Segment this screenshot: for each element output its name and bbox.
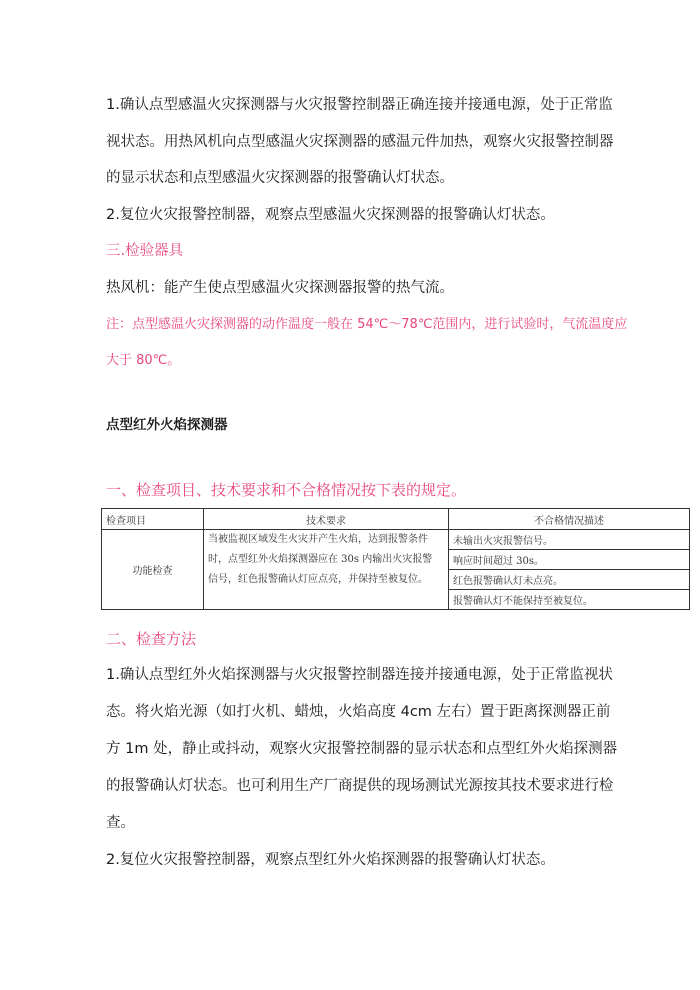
header-tech-requirement: 技术要求 — [204, 509, 449, 530]
note-line2: 大于 80℃。 — [106, 353, 181, 368]
failure-cell: 报警确认灯不能保持至被复位。 — [449, 590, 690, 610]
requirement-line: 信号，红色报警确认灯应点亮，并保持至被复位。 — [208, 574, 428, 585]
failure-cell: 未输出火灾报警信号。 — [449, 530, 690, 550]
method-line: 态。将火焰光源（如打火机、蜡烛，火焰高度 4cm 左右）置于距离探测器正前 — [106, 704, 611, 720]
failure-cell: 红色报警确认灯未点亮。 — [449, 570, 690, 590]
table-header-row — [102, 509, 690, 530]
heading-check-method: 二、检查方法 — [106, 630, 197, 648]
header-failure-description: 不合格情况描述 — [449, 509, 690, 530]
method-step2: 2.复位火灾报警控制器，观察点型感温火灾探测器的报警确认灯状态。 — [106, 207, 555, 223]
method-step1-line2: 视状态。用热风机向点型感温火灾探测器的感温元件加热，观察火灾报警控制器 — [106, 134, 614, 150]
requirement-line: 当被监视区域发生火灾并产生火焰，达到报警条件 — [208, 534, 428, 545]
spec-table — [101, 508, 690, 610]
check-item-cell: 功能检查 — [102, 530, 204, 610]
tool-description: 热风机：能产生使点型感温火灾探测器报警的热气流。 — [106, 280, 454, 296]
method-step1-line1: 1.确认点型感温火灾探测器与火灾报警控制器正确连接并接通电源，处于正常监 — [106, 97, 613, 113]
method-line: 方 1m 处，静止或抖动，观察火灾报警控制器的显示状态和点型红外火焰探测器 — [106, 741, 618, 757]
heading-check-items: 一、检查项目、技术要求和不合格情况按下表的规定。 — [106, 481, 467, 499]
header-check-item: 检查项目 — [102, 509, 204, 530]
note-line1: 注：点型感温火灾探测器的动作温度一般在 54℃～78℃范围内，进行试验时，气流温度应 — [106, 317, 628, 332]
section-title: 点型红外火焰探测器 — [106, 417, 228, 433]
method-line: 的报警确认灯状态。也可利用生产厂商提供的现场测试光源按其技术要求进行检 — [106, 778, 614, 794]
method-step1-line3: 的显示状态和点型感温火灾探测器的报警确认灯状态。 — [106, 170, 454, 186]
method-line: 查。 — [106, 815, 135, 831]
method-step2: 2.复位火灾报警控制器，观察点型红外火焰探测器的报警确认灯状态。 — [106, 852, 555, 868]
table-row — [102, 530, 690, 550]
heading-inspection-tools: 三.检验器具 — [106, 243, 184, 259]
method-line: 1.确认点型红外火焰探测器与火灾报警控制器连接并接通电源，处于正常监视状 — [106, 667, 613, 683]
requirement-line: 时，点型红外火焰探测器应在 30s 内输出火灾报警 — [208, 554, 433, 565]
requirement-cell — [204, 530, 449, 610]
failure-cell: 响应时间超过 30s。 — [449, 550, 690, 570]
